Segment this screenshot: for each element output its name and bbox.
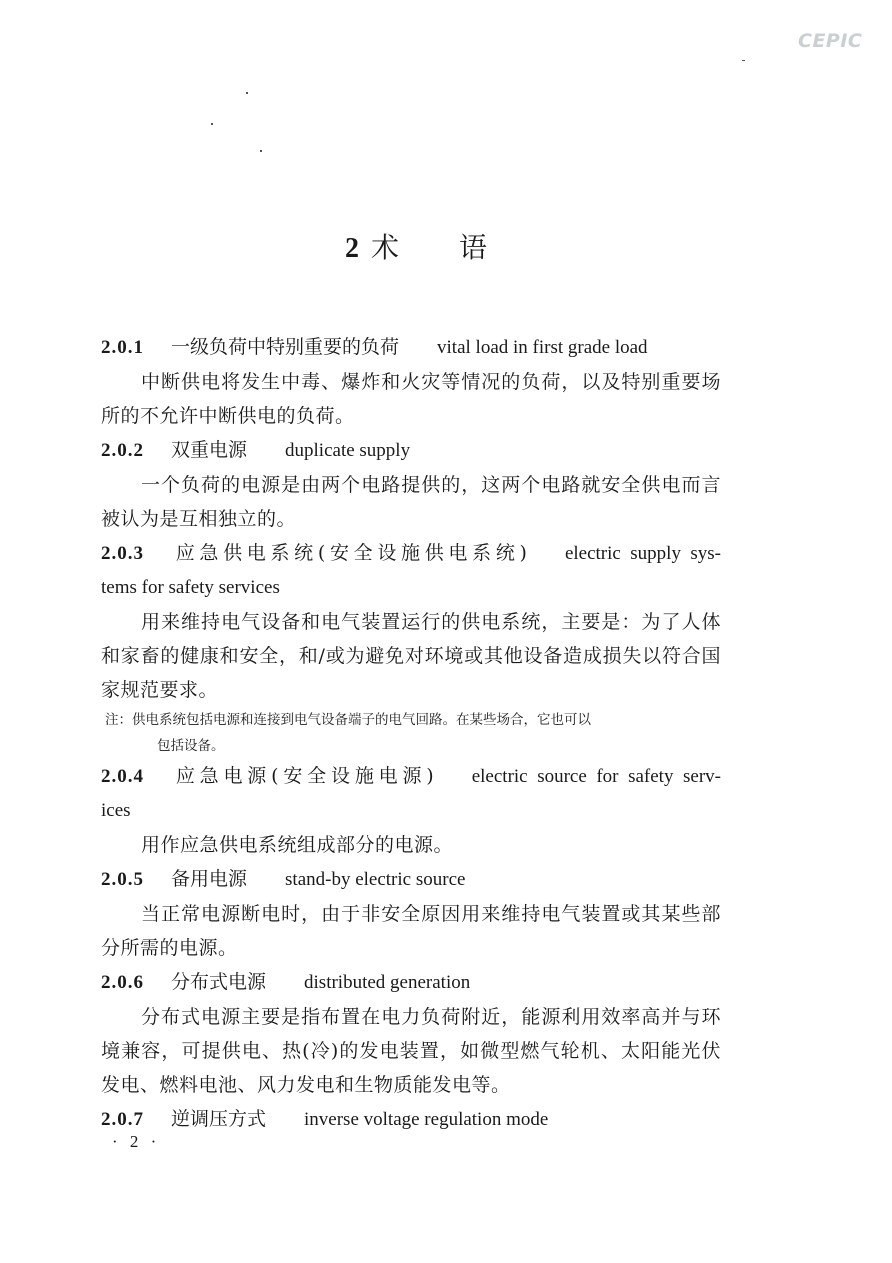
term-chinese: 一级负荷中特别重要的负荷	[171, 336, 400, 358]
chapter-number: 2	[344, 233, 359, 264]
chapter-name: 术语	[370, 231, 547, 264]
term-english: stand-by electric source	[285, 869, 466, 890]
term-chinese: 分布式电源	[171, 971, 267, 993]
term-heading	[101, 759, 721, 794]
term-english: electric supply sys-	[564, 543, 722, 564]
term-definition: 中断供电将发生中毒、爆炸和火灾等情况的负荷，以及特别重要场所的不允许中断供电的负荷。	[101, 371, 721, 427]
term-heading	[101, 965, 721, 1000]
term-note	[101, 707, 721, 759]
term-english: vital load in first grade load	[437, 337, 648, 358]
term-english: distributed generation	[304, 972, 471, 993]
scan-speck	[211, 123, 213, 125]
term-definition: 分布式电源主要是指布置在电力负荷附近，能源利用效率高并与环境兼容，可提供电、热(冷)的发电装置，如微型燃气轮机、太阳能光伏发电、燃料电池、风力发电和生物质能发电等。	[101, 1006, 721, 1096]
term-english: inverse voltage regulation mode	[304, 1109, 549, 1130]
term-number: 2.0.2	[101, 440, 144, 461]
terms-section	[101, 330, 721, 1137]
term-number: 2.0.4	[101, 766, 144, 787]
page-number: · 2 ·	[112, 1132, 161, 1151]
term-heading	[101, 536, 721, 571]
term-chinese: 备用电源	[171, 868, 248, 890]
scan-speck	[742, 60, 745, 61]
term-heading	[101, 433, 721, 468]
term-number: 2.0.5	[101, 869, 144, 890]
term-heading	[101, 330, 721, 365]
term-chinese: 逆调压方式	[171, 1108, 267, 1130]
term-english-continued: tems for safety services	[101, 577, 280, 598]
term-definition: 当正常电源断电时，由于非安全原因用来维持电气装置或其某些部分所需的电源。	[101, 903, 721, 959]
note-text: 注：供电系统包括电源和连接到电气设备端子的电气回路。在某些场合，它也可以	[105, 712, 591, 728]
term-chinese: 应急电源(安全设施电源)	[171, 765, 434, 787]
term-english: electric source for safety serv-	[471, 766, 721, 787]
term-number: 2.0.6	[101, 972, 144, 993]
term-heading	[101, 862, 721, 897]
term-english: duplicate supply	[285, 440, 411, 461]
term-number: 2.0.3	[101, 543, 144, 564]
term-chinese: 应急供电系统(安全设施供电系统)	[171, 542, 527, 564]
term-definition: 一个负荷的电源是由两个电路提供的，这两个电路就安全供电而言被认为是互相独立的。	[101, 474, 721, 530]
scan-speck	[246, 92, 248, 94]
scan-speck	[260, 150, 262, 152]
term-number: 2.0.7	[101, 1109, 144, 1130]
chapter-title	[0, 228, 892, 269]
term-definition: 用作应急供电系统组成部分的电源。	[141, 834, 454, 856]
term-chinese: 双重电源	[171, 439, 248, 461]
note-text-continued: 包括设备。	[157, 738, 225, 754]
term-english-continued: ices	[101, 800, 131, 821]
term-heading	[101, 1102, 721, 1137]
term-definition: 用来维持电气设备和电气装置运行的供电系统，主要是：为了人体和家畜的健康和安全，和/或为避免对环境或其他设备造成损失以符合国家规范要求。	[101, 611, 721, 701]
publisher-logo: CEPIC	[798, 30, 863, 52]
term-number: 2.0.1	[101, 337, 144, 358]
